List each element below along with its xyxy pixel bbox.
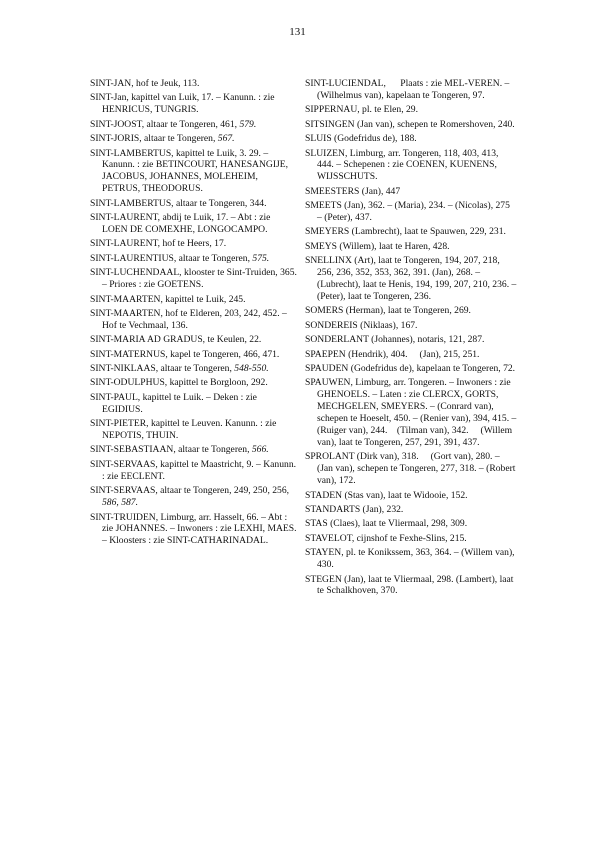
index-entry-text: 567.	[217, 133, 235, 145]
index-entry	[305, 363, 517, 375]
index-entry	[305, 305, 517, 317]
index-entry	[90, 444, 298, 456]
index-entry	[305, 78, 517, 102]
index-entry	[90, 238, 298, 250]
index-entry-text: STAS (Claes), laat te Vliermaal, 298, 309.	[305, 518, 468, 530]
index-entry-text: SMEYS (Willem), laat te Haren, 428.	[305, 240, 450, 252]
index-entry-text: STEGEN (Jan), laat te Vliermaal, 298. (Lambert), laat te Schalkhoven, 370.	[305, 573, 516, 597]
index-entry	[305, 241, 517, 253]
index-entry	[90, 212, 298, 236]
index-entry	[90, 92, 298, 116]
index-entry-text: SLUIS (Godefridus de), 188.	[305, 133, 417, 145]
index-entry	[305, 533, 517, 545]
index-entry	[305, 504, 517, 516]
index-entry	[305, 490, 517, 502]
index-entry-text: SINT-TRUIDEN, Limburg, arr. Hasselt, 66. – Abt : zie JOHANNES. – Inwoners : zie LEXHI, MAES. – Kloosters : zie SINT-CATHARINADAL.	[90, 511, 299, 547]
index-entry-text: SPAUWEN, Limburg, arr. Tongeren. – Inwoners : zie GHENOELS. – Laten : zie CLERCX, GORTS, MECHGELEN, SMEYERS. – (Conrard van), schepen te Hoeselt, 450. – (Renier van), 394, 415. – (Ruiger van), 244. (Tilman van), 342. (Willem van), laat te Tongeren, 257, 291, 391, 437.	[305, 377, 519, 448]
index-entry-text: SINT-LAURENT, hof te Heers, 17.	[90, 238, 227, 250]
index-entry	[305, 133, 517, 145]
index-entry-text: SINT-SERVAAS, kapittel te Maastricht, 9. – Kanunn. : zie EECLENT.	[90, 458, 299, 482]
index-entry-text: SIPPERNAU, pl. te Elen, 29.	[305, 104, 418, 116]
index-entry	[305, 349, 517, 361]
index-entry-text: 566.	[251, 444, 269, 456]
index-entry-text: SINT-JORIS, altaar te Tongeren,	[90, 133, 218, 145]
index-entry	[90, 308, 298, 332]
index-entry	[305, 255, 517, 303]
index-entry	[305, 334, 517, 346]
index-entry	[305, 518, 517, 530]
index-entry	[305, 148, 517, 184]
index-entry	[90, 512, 298, 548]
page-number: 131	[289, 26, 306, 38]
index-entry	[90, 377, 298, 389]
index-entry-text: SINT-ODULPHUS, kapittel te Borgloon, 292.	[90, 377, 268, 389]
index-entry-text: SINT-MATERNUS, kapel te Tongeren, 466, 471.	[90, 348, 280, 360]
index-entry	[305, 320, 517, 332]
index-entry	[90, 485, 298, 509]
index-entry-text: SOMERS (Herman), laat te Tongeren, 269.	[305, 305, 471, 317]
index-entry-text: SINT-LUCHENDAAL, klooster te Sint-Truiden, 365. – Priores : zie GOETENS.	[90, 267, 300, 291]
index-entry	[90, 133, 298, 145]
index-entry-text: 575.	[252, 252, 270, 264]
index-entry-text: SINT-LUCIENDAL, Plaats : zie MEL-VEREN. – (Wilhelmus van), kapelaan te Tongeren, 97.	[305, 78, 512, 101]
index-entry-text: SPAEPEN (Hendrik), 404. (Jan), 215, 251.	[305, 348, 480, 360]
index-entry-text: STAYEN, pl. te Konikssem, 363, 364. – (Willem van), 430.	[305, 547, 517, 571]
index-entry-text: SONDERLANT (Johannes), notaris, 121, 287.	[305, 334, 485, 346]
index-entry-text: SMEETS (Jan), 362. – (Maria), 234. – (Nicolas), 275 – (Peter), 437.	[305, 200, 518, 224]
index-entry	[90, 363, 298, 375]
index-entry-text: SINT-LAMBERTUS, altaar te Tongeren, 344.	[90, 197, 267, 209]
index-entry-text: SINT-LAURENT, abdij te Luik, 17. – Abt : zie LOEN DE COMEXHE, LONGOCAMPO.	[90, 212, 273, 235]
index-entry-text: SINT-Jan, kapittel van Luik, 17. – Kanunn. : zie HENRICUS, TUNGRIS.	[90, 92, 277, 116]
index-entry-text: SMEYERS (Lambrecht), laat te Spauwen, 229, 231.	[305, 226, 506, 238]
index-entry	[305, 104, 517, 116]
index-entry-text: SINT-MAARTEN, kapittel te Luik, 245.	[90, 293, 246, 305]
index-entry-text: 579.	[239, 118, 257, 130]
index-entry	[90, 119, 298, 131]
index-entry	[90, 253, 298, 265]
index-entry-text: SINT-JOOST, altaar te Tongeren, 461,	[90, 118, 240, 130]
index-entry-text: SITSINGEN (Jan van), schepen te Romershoven, 240.	[305, 118, 515, 130]
index-entry-text: SINT-LAURENTIUS, altaar te Tongeren,	[90, 252, 253, 264]
index-entry	[305, 226, 517, 238]
index-column-right	[305, 78, 517, 600]
index-entry	[305, 377, 517, 448]
index-entry	[90, 294, 298, 306]
index-entry	[90, 78, 298, 90]
index-entry-text: SPROLANT (Dirk van), 318. (Gort van), 280. – (Jan van), schepen te Tongeren, 277, 318. – (Robert van), 172.	[305, 451, 518, 487]
index-entry-text: 548-550.	[234, 363, 269, 375]
index-entry-text: SLUIZEN, Limburg, arr. Tongeren, 118, 403, 413, 444. – Schepenen : zie COENEN, KUENENS, WIJSSCHUTS.	[305, 147, 501, 183]
index-entry	[90, 459, 298, 483]
index-entry-text: SINT-PAUL, kapittel te Luik. – Deken : zie EGIDIUS.	[90, 391, 260, 415]
index-entry-text: SMEESTERS (Jan), 447	[305, 185, 401, 197]
index-entry-text: SNELLINX (Art), laat te Tongeren, 194, 207, 218, 256, 236, 352, 353, 362, 391. (Jan), 268. – (Lubrecht), laat te Henis, 194, 199, 207, 210, 236. – (Peter), laat te Tongeren, 236.	[305, 255, 519, 302]
index-entry	[90, 418, 298, 442]
index-entry-text: SINT-MAARTEN, hof te Elderen, 203, 242, 452. – Hof te Vechmaal, 136.	[90, 307, 290, 331]
index-entry-text: SONDEREIS (Niklaas), 167.	[305, 319, 418, 331]
index-entry	[305, 574, 517, 598]
index-entry-text: 586, 587.	[102, 497, 138, 509]
index-entry-text: STADEN (Stas van), laat te Widooie, 152.	[305, 489, 468, 501]
index-entry	[90, 334, 298, 346]
index-column-left	[90, 78, 298, 550]
index-entry-text: STAVELOT, cijnshof te Fexhe-Slins, 215.	[305, 532, 467, 544]
index-entry-text: SINT-NIKLAAS, altaar te Tongeren,	[90, 363, 235, 375]
index-entry-text: SPAUDEN (Godefridus de), kapelaan te Tongeren, 72.	[305, 363, 516, 375]
index-entry	[90, 349, 298, 361]
index-entry	[305, 200, 517, 224]
index-entry	[90, 198, 298, 210]
index-entry-text: SINT-MARIA AD GRADUS, te Keulen, 22.	[90, 334, 262, 346]
index-entry	[305, 451, 517, 487]
index-entry-text: SINT-JAN, hof te Jeuk, 113.	[90, 78, 200, 89]
index-entry-text: SINT-SEBASTIAAN, altaar te Tongeren,	[90, 444, 252, 456]
index-entry	[90, 148, 298, 196]
index-entry-text: SINT-PIETER, kapittel te Leuven. Kanunn. : zie NEPOTIS, THUIN.	[90, 418, 279, 442]
index-entry	[305, 186, 517, 198]
index-entry-text: STANDARTS (Jan), 232.	[305, 504, 404, 515]
index-entry	[90, 267, 298, 291]
index-entry	[305, 547, 517, 571]
index-entry	[305, 119, 517, 131]
index-entry-text: SINT-LAMBERTUS, kapittel te Luik, 3. 29. – Kanunn. : zie BETINCOURT, HANESANGIJE, JACOBUS, JOHANNES, MOLEHEIM, PETRUS, THEODORUS.	[90, 147, 291, 195]
index-entry-text: SINT-SERVAAS, altaar te Tongeren, 249, 250, 256,	[90, 485, 292, 497]
index-entry	[90, 392, 298, 416]
